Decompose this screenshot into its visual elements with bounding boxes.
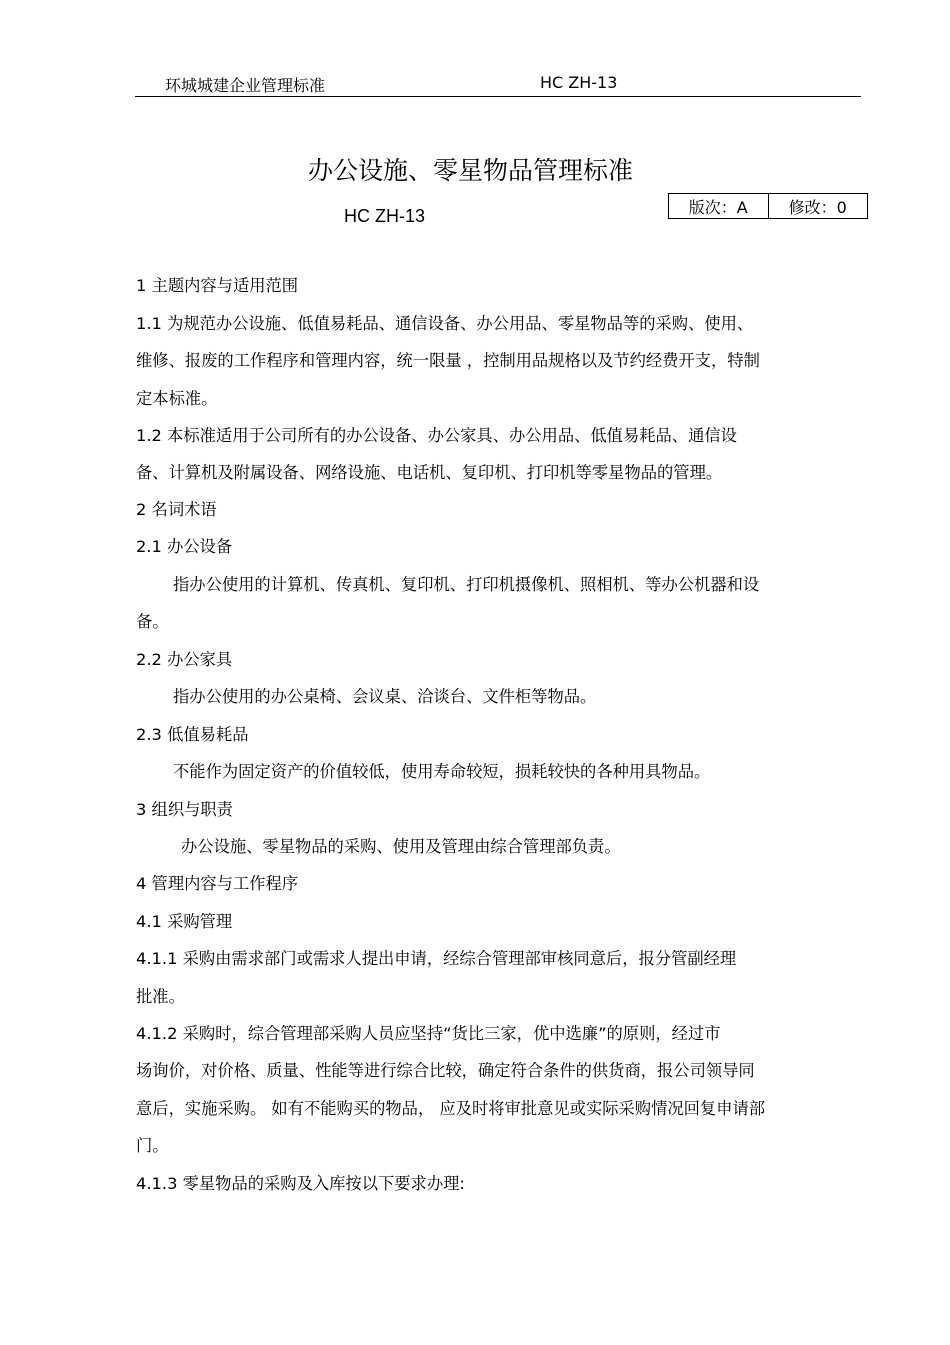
subsection-heading: 2.1 办公设备 xyxy=(136,537,233,556)
edition-cell: 版次：A xyxy=(688,197,748,217)
subsection-heading: 4.1 采购管理 xyxy=(136,912,233,931)
paragraph-line: 4.1.2 采购时，综合管理部采购人员应坚持“货比三家，优中选廉”的原则，经过市 xyxy=(136,1024,721,1043)
paragraph-line: 指办公使用的办公桌椅、会议桌、洽谈台、文件柜等物品。 xyxy=(173,687,597,706)
paragraph-line: 备。 xyxy=(136,612,169,631)
header-code: HC ZH-13 xyxy=(540,73,618,92)
section-heading: 2 名词术语 xyxy=(136,500,217,519)
subsection-heading: 2.3 低值易耗品 xyxy=(136,725,249,744)
subsection-heading: 2.2 办公家具 xyxy=(136,650,233,669)
paragraph-line: 场询价，对价格、质量、性能等进行综合比较，确定符合条件的供货商，报公司领导同 xyxy=(136,1061,755,1080)
paragraph-line: 意后，实施采购。 如有不能购买的物品， 应及时将审批意见或实际采购情况回复申请部 xyxy=(136,1099,766,1118)
header-rule xyxy=(135,96,861,97)
paragraph-line: 4.1.3 零星物品的采购及入库按以下要求办理: xyxy=(136,1174,465,1193)
paragraph-line: 1.1 为规范办公设施、低值易耗品、通信设备、办公用品、零星物品等的采购、使用、 xyxy=(136,314,754,333)
section-heading: 4 管理内容与工作程序 xyxy=(136,874,299,893)
section-heading: 1 主题内容与适用范围 xyxy=(136,276,299,295)
section-heading: 3 组织与职责 xyxy=(136,800,233,819)
paragraph-line: 维修、报废的工作程序和管理内容，统一限量 ，控制用品规格以及节约经费开支，特制 xyxy=(136,351,760,370)
paragraph-line: 批准。 xyxy=(136,987,185,1006)
paragraph-line: 定本标准。 xyxy=(136,389,218,408)
revision-cell: 修改：0 xyxy=(768,194,868,218)
paragraph-line: 指办公使用的计算机、传真机、复印机、打印机摄像机、照相机、等办公机器和设 xyxy=(173,575,760,594)
header-org-standard: 环城城建企业管理标准 xyxy=(165,76,326,95)
paragraph-line: 4.1.1 采购由需求部门或需求人提出申请，经综合管理部审核同意后，报分管副经理 xyxy=(136,949,737,968)
version-box xyxy=(668,193,868,219)
paragraph-line: 办公设施、零星物品的采购、使用及管理由综合管理部负责。 xyxy=(181,837,621,856)
paragraph-line: 1.2 本标准适用于公司所有的办公设备、办公家具、办公用品、低值易耗品、通信设 xyxy=(136,426,737,445)
paragraph-line: 备、计算机及附属设备、网络设施、电话机、复印机、打印机等零星物品的管理。 xyxy=(136,463,723,482)
paragraph-line: 不能作为固定资产的价值较低，使用寿命较短，损耗较快的各种用具物品。 xyxy=(173,762,711,781)
page-title: 办公设施、零星物品管理标准 xyxy=(308,156,634,185)
document-code: HC ZH-13 xyxy=(344,206,426,226)
paragraph-line: 门。 xyxy=(136,1136,169,1155)
